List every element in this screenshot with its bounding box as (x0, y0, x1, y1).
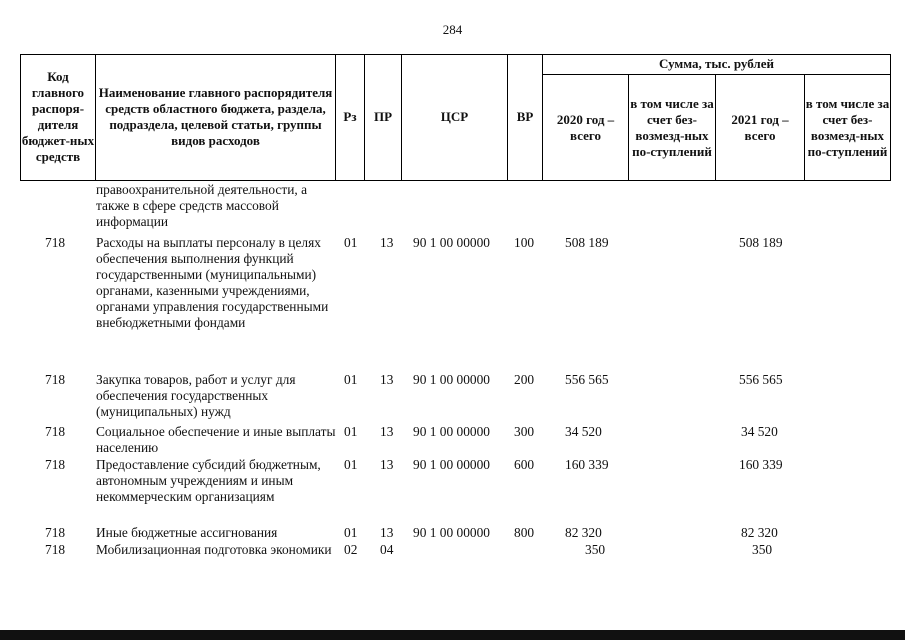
row-2020-total: 508 189 (565, 235, 609, 250)
header-kod: Код главного распоря-дителя бюджет-ных средств (21, 69, 95, 164)
header-csr: ЦСР (440, 109, 469, 124)
row-pr: 13 (380, 372, 394, 387)
header-summa: Сумма, тыс. рублей (659, 56, 774, 71)
row-rz: 01 (344, 372, 358, 387)
row-2021-total: 160 339 (739, 457, 783, 472)
row-csr: 90 1 00 00000 (413, 372, 490, 387)
header-2021-total: 2021 год – всего (731, 111, 789, 143)
header-pr: ПР (373, 109, 393, 124)
row-rz: 01 (344, 525, 358, 540)
row-2021-total: 34 520 (741, 424, 778, 439)
row-name: Иные бюджетные ассигнования (96, 525, 278, 540)
row-vr: 800 (514, 525, 535, 540)
row-pr: 13 (380, 424, 394, 439)
header-rz: Рз (343, 109, 357, 124)
row-2021-total: 556 565 (739, 372, 783, 387)
row-2020-total: 350 (585, 542, 606, 557)
page-number: 284 (442, 22, 463, 37)
row-name: Расходы на выплаты персоналу в целях обеспечения выполнения функций государственными (муниципальными) органами, казенными учреждениями, органами управления государственными внебюджетными фондами (96, 235, 329, 330)
row-kod: 718 (45, 372, 66, 387)
header-2021-including: в том числе за счет без-возмезд-ных по-ступлений (805, 95, 890, 159)
row-2021-total: 350 (752, 542, 773, 557)
row-kod: 718 (45, 542, 66, 557)
row-csr: 90 1 00 00000 (413, 424, 490, 439)
row-kod: 718 (45, 457, 66, 472)
row-name: правоохранительной деятельности, а также в сфере средств массовой информации (96, 182, 308, 229)
row-vr: 200 (514, 372, 535, 387)
row-2021-total: 82 320 (741, 525, 778, 540)
row-2020-total: 556 565 (565, 372, 609, 387)
row-kod: 718 (45, 424, 66, 439)
header-name: Наименование главного распорядителя средств областного бюджета, раздела, подраздела, целевой статьи, группы видов расходов (98, 85, 333, 148)
row-csr: 90 1 00 00000 (413, 235, 490, 250)
row-vr: 600 (514, 457, 535, 472)
row-csr: 90 1 00 00000 (413, 457, 490, 472)
row-rz: 01 (344, 424, 358, 439)
row-2020-total: 160 339 (565, 457, 609, 472)
row-name: Мобилизационная подготовка экономики (96, 542, 332, 557)
row-kod: 718 (45, 235, 66, 250)
scan-bottom-edge (0, 630, 905, 640)
row-name: Предоставление субсидий бюджетным, автономным учреждениям и иным некоммерческим организациям (96, 457, 321, 504)
row-rz: 02 (344, 542, 358, 557)
row-vr: 300 (514, 424, 535, 439)
row-pr: 13 (380, 457, 394, 472)
table-header (20, 54, 891, 181)
row-2021-total: 508 189 (739, 235, 783, 250)
header-2020-including: в том числе за счет без-возмезд-ных по-ступлений (630, 95, 714, 159)
col-border (890, 54, 891, 181)
header-bottom-border (20, 180, 891, 181)
row-pr: 13 (380, 525, 394, 540)
row-pr: 13 (380, 235, 394, 250)
row-rz: 01 (344, 457, 358, 472)
row-kod: 718 (45, 525, 66, 540)
row-name: Закупка товаров, работ и услуг для обеспечения государственных (муниципальных) нужд (96, 372, 296, 419)
row-2020-total: 34 520 (565, 424, 602, 439)
row-name: Социальное обеспечение и иные выплаты населению (96, 424, 336, 455)
header-2020-total: 2020 год – всего (556, 111, 615, 143)
header-vr: ВР (516, 109, 534, 124)
row-rz: 01 (344, 235, 358, 250)
row-2020-total: 82 320 (565, 525, 602, 540)
row-csr: 90 1 00 00000 (413, 525, 490, 540)
row-pr: 04 (380, 542, 394, 557)
row-vr: 100 (514, 235, 535, 250)
